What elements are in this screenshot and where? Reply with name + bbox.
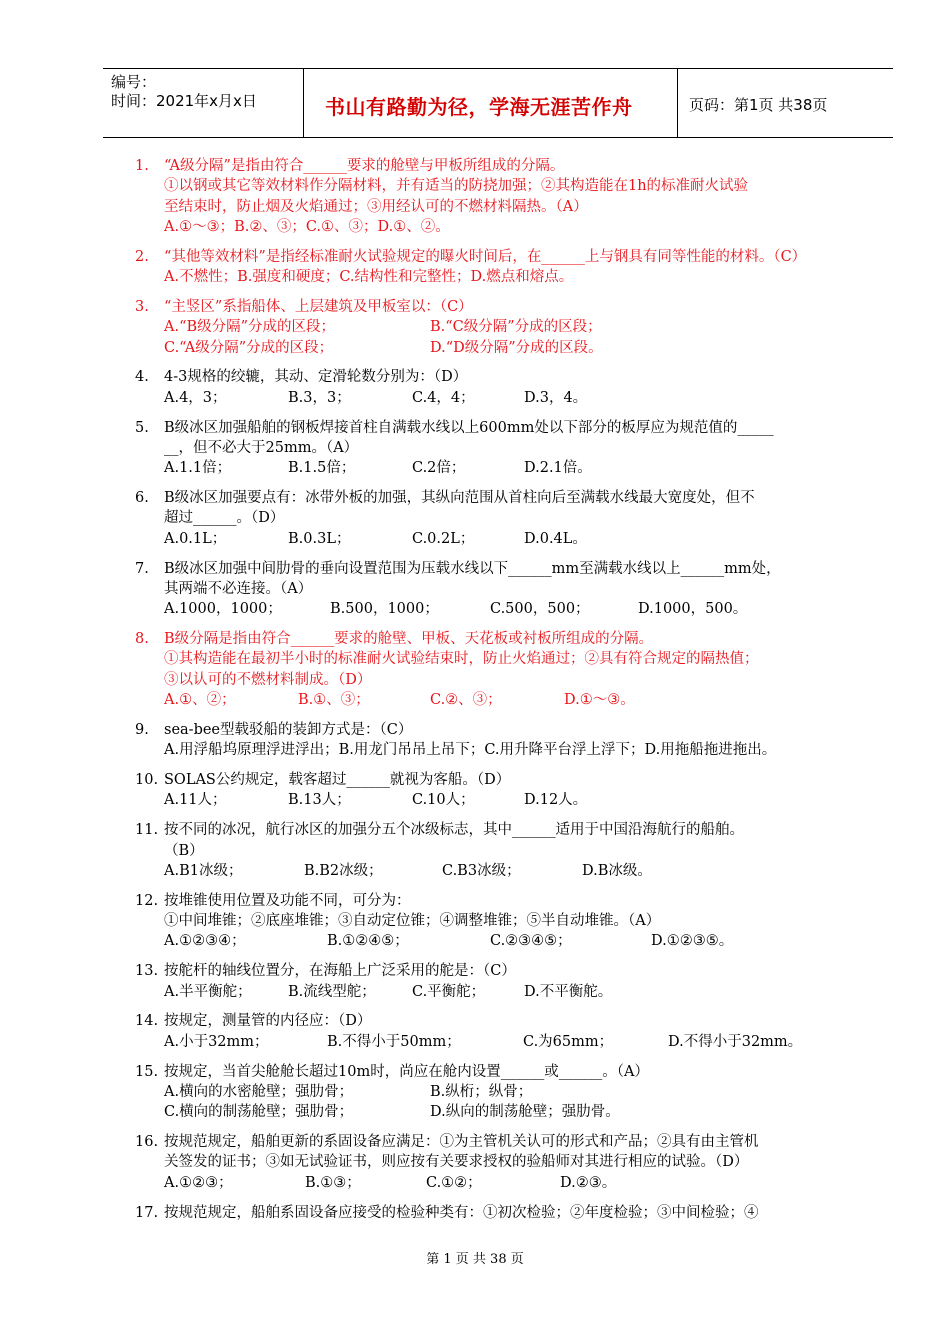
answer-option: B.0.3L；	[288, 530, 351, 547]
question-text-line: __，但不必大于25mm。（A）	[164, 439, 359, 456]
question-text-line: 其两端不必连接。（A）	[164, 580, 313, 597]
question-item	[135, 1132, 875, 1193]
options-row	[164, 529, 875, 549]
question-number: 3.	[135, 298, 149, 315]
answer-option: A.①～③；B.②、③；C.①、③；D.①、②。	[164, 218, 450, 235]
footer-page-number: 第 1 页 共 38 页	[426, 1252, 524, 1267]
question-text-line: 4-3规格的绞辘，其动、定滑轮数分别为：（D）	[164, 369, 468, 386]
answer-option: A.B1冰级；	[164, 862, 243, 879]
answer-option: D.2.1倍。	[524, 460, 592, 477]
question-number: 1.	[135, 158, 149, 174]
question-item	[135, 559, 875, 620]
options-row	[164, 317, 875, 337]
question-number: 12.	[135, 892, 159, 909]
question-item	[135, 720, 875, 761]
answer-option: B.500，1000；	[330, 601, 439, 618]
answer-option: D.“D级分隔”分成的区段。	[430, 339, 603, 356]
answer-option: A.①②③；	[164, 1174, 233, 1191]
answer-option: B.1.5倍；	[288, 460, 356, 477]
question-text-line: “其他等效材料”是指经标准耐火试验规定的曝火时间后，在______上与钢具有同等性能的材料。（C）	[164, 248, 807, 265]
question-number: 5.	[135, 419, 149, 436]
answer-option: D.不得小于32mm。	[668, 1033, 803, 1050]
question-item	[135, 961, 875, 1002]
question-text-line: sea-bee型载驳船的装卸方式是：（C）	[164, 721, 413, 738]
answer-option: A.小于32mm；	[164, 1033, 269, 1050]
options-row	[164, 1082, 875, 1102]
question-text-line: （B）	[164, 842, 204, 859]
question-number: 17.	[135, 1204, 159, 1221]
answer-option: C.10人；	[412, 792, 475, 809]
answer-option: C.②、③；	[430, 691, 502, 708]
question-item	[135, 156, 875, 237]
options-row	[164, 861, 875, 881]
answer-option: D.①②③⑤。	[651, 933, 734, 950]
answer-option: B.13人；	[288, 792, 351, 809]
code-label: 编号：	[111, 73, 157, 91]
options-row	[164, 267, 875, 287]
question-text-line: 按规定，测量管的内径应：（D）	[164, 1013, 372, 1030]
header-divider	[677, 69, 678, 137]
question-number: 16.	[135, 1134, 159, 1151]
question-item	[135, 770, 875, 811]
question-text-line: SOLAS公约规定，载客超过______就视为客船。（D）	[164, 772, 511, 789]
question-text-line: 超过______。（D）	[164, 510, 285, 527]
answer-option: B.B2冰级；	[304, 862, 383, 879]
question-item	[135, 820, 875, 881]
answer-option: C.500，500；	[490, 601, 590, 618]
question-text-line: “A级分隔”是指由符合______要求的舱壁与甲板所组成的分隔。	[164, 158, 565, 174]
question-text-line: 按规定，当首尖舱舱长超过10m时，尚应在舱内设置______或______。（A）	[164, 1063, 649, 1080]
answer-option: D.不平衡舵。	[524, 983, 613, 1000]
question-text-line: “主竖区”系指船体、上层建筑及甲板室以：（C）	[164, 298, 473, 315]
question-list	[135, 156, 875, 1232]
header-page-info: 页码：第1页 共38页	[689, 96, 828, 114]
question-text-line: 按不同的冰况，航行冰区的加强分五个冰级标志，其中______适用于中国沿海航行的船舶。	[164, 822, 744, 839]
question-item	[135, 1203, 875, 1223]
answer-option: B.①②④⑤；	[327, 933, 409, 950]
answer-option: A.①、②；	[164, 691, 236, 708]
question-text-line: ①其构造能在最初半小时的标准耐火试验结束时，防止火焰通过；②具有符合规定的隔热值；	[164, 651, 759, 668]
answer-option: D.②③。	[560, 1174, 617, 1191]
options-row	[164, 1032, 875, 1052]
answer-option: A.不燃性；B.强度和硬度；C.结构性和完整性；D.燃点和熔点。	[164, 269, 574, 286]
question-text-line: B级冰区加强要点有：冰带外板的加强，其纵向范围从首柱向后至满载水线最大宽度处，但不	[164, 490, 755, 507]
question-item	[135, 367, 875, 408]
question-text-line: ③以认可的不燃材料制成。（D）	[164, 671, 372, 688]
question-number: 4.	[135, 369, 149, 386]
options-row	[164, 1173, 875, 1193]
answer-option: C.4，4；	[412, 389, 475, 406]
question-item	[135, 629, 875, 710]
question-text-line: ①以钢或其它等效材料作分隔材料，并有适当的防挠加强；②其构造能在1h的标准耐火试验	[164, 178, 749, 195]
options-row	[164, 388, 875, 408]
answer-option: C.平衡舵；	[412, 983, 486, 1000]
answer-option: C.B3冰级；	[442, 862, 521, 879]
answer-option: C.②③④⑤；	[490, 933, 572, 950]
header-divider	[303, 69, 304, 137]
options-row	[164, 458, 875, 478]
question-number: 6.	[135, 490, 149, 507]
answer-option: B.“C级分隔”分成的区段；	[430, 319, 602, 336]
answer-option: A.0.1L；	[164, 530, 227, 547]
question-text-line: 按堆锥使用位置及功能不同，可分为：	[164, 892, 411, 909]
question-number: 9.	[135, 721, 149, 738]
answer-option: D.3，4。	[524, 389, 588, 406]
answer-option: B.①、③；	[298, 691, 370, 708]
question-number: 11.	[135, 822, 159, 839]
answer-option: A.11人；	[164, 792, 227, 809]
question-text-line: B级冰区加强中间肋骨的垂向设置范围为压载水线以下______mm至满载水线以上______mm处，	[164, 560, 781, 577]
header-info	[111, 73, 257, 111]
answer-option: C.横向的制荡舱壁；强肋骨；	[164, 1104, 354, 1121]
answer-option: A.1000，1000；	[164, 601, 282, 618]
answer-option: C.“A级分隔”分成的区段；	[164, 339, 334, 356]
question-text-line: 按规范规定，船舶更新的系固设备应满足：①为主管机关认可的形式和产品；②具有由主管机	[164, 1134, 759, 1151]
header-motto: 书山有路勤为径，学海无涯苦作舟	[325, 95, 633, 119]
answer-option: A.“B级分隔”分成的区段；	[164, 319, 336, 336]
question-item	[135, 891, 875, 952]
answer-option: C.①②；	[426, 1174, 482, 1191]
question-item	[135, 488, 875, 549]
question-number: 13.	[135, 963, 159, 980]
page-header	[103, 68, 893, 138]
answer-option: D.12人。	[524, 792, 588, 809]
options-row	[164, 217, 875, 237]
answer-option: A.横向的水密舱壁；强肋骨；	[164, 1083, 354, 1100]
answer-option: B.①③；	[305, 1174, 361, 1191]
options-row	[164, 790, 875, 810]
options-row	[164, 599, 875, 619]
answer-option: A.1.1倍；	[164, 460, 232, 477]
time-label: 时间：2021年x月x日	[111, 92, 257, 110]
options-row	[164, 338, 875, 358]
question-text-line: ①中间堆锥；②底座堆锥；③自动定位锥；④调整堆锥；⑤半自动堆锥。（A）	[164, 913, 661, 930]
answer-option: A.半平衡舵；	[164, 983, 252, 1000]
answer-option: D.1000，500。	[638, 601, 748, 618]
answer-option: D.①～③。	[564, 691, 635, 708]
options-row	[164, 931, 875, 951]
question-text-line: 至结束时，防止烟及火焰通过；③用经认可的不燃材料隔热。（A）	[164, 198, 588, 215]
question-text-line: 按规范规定，船舶系固设备应接受的检验种类有：①初次检验；②年度检验；③中间检验；④	[164, 1204, 759, 1221]
answer-option: C.2倍；	[412, 460, 466, 477]
question-number: 15.	[135, 1063, 159, 1080]
question-item	[135, 418, 875, 479]
question-text-line: B级冰区加强船舶的钢板焊接首柱自满载水线以上600mm处以下部分的板厚应为规范值的_____	[164, 419, 774, 436]
options-row	[164, 982, 875, 1002]
question-item	[135, 1062, 875, 1123]
answer-option: B.3，3；	[288, 389, 351, 406]
question-number: 10.	[135, 772, 159, 789]
question-number: 8.	[135, 631, 149, 648]
answer-option: B.纵桁；纵骨；	[430, 1083, 533, 1100]
options-row	[164, 690, 875, 710]
question-number: 14.	[135, 1013, 159, 1030]
answer-option: D.B冰级。	[582, 862, 652, 879]
answer-option: A.用浮船坞原理浮进浮出；B.用龙门吊吊上吊下；C.用升降平台浮上浮下；D.用拖船拖进拖出。	[164, 742, 777, 759]
answer-option: B.不得小于50mm；	[327, 1033, 461, 1050]
answer-option: D.纵向的制荡舱壁；强肋骨。	[430, 1104, 620, 1121]
answer-option: D.0.4L。	[524, 530, 587, 547]
question-item	[135, 1011, 875, 1052]
answer-option: A.4，3；	[164, 389, 227, 406]
answer-option: C.0.2L；	[412, 530, 475, 547]
question-text-line: B级分隔是指由符合______要求的舱壁、甲板、天花板或衬板所组成的分隔。	[164, 631, 654, 648]
question-number: 7.	[135, 560, 149, 577]
answer-option: B.流线型舵；	[288, 983, 376, 1000]
page-footer	[0, 1248, 950, 1267]
question-item	[135, 297, 875, 358]
options-row	[164, 740, 875, 760]
question-text-line: 按舵杆的轴线位置分，在海船上广泛采用的舵是：（C）	[164, 963, 516, 980]
question-number: 2.	[135, 248, 149, 265]
answer-option: C.为65mm；	[523, 1033, 614, 1050]
question-item	[135, 247, 875, 288]
question-text-line: 关签发的证书；③如无试验证书，则应按有关要求授权的验船师对其进行相应的试验。（D）	[164, 1154, 749, 1171]
options-row	[164, 1102, 875, 1122]
answer-option: A.①②③④；	[164, 933, 246, 950]
